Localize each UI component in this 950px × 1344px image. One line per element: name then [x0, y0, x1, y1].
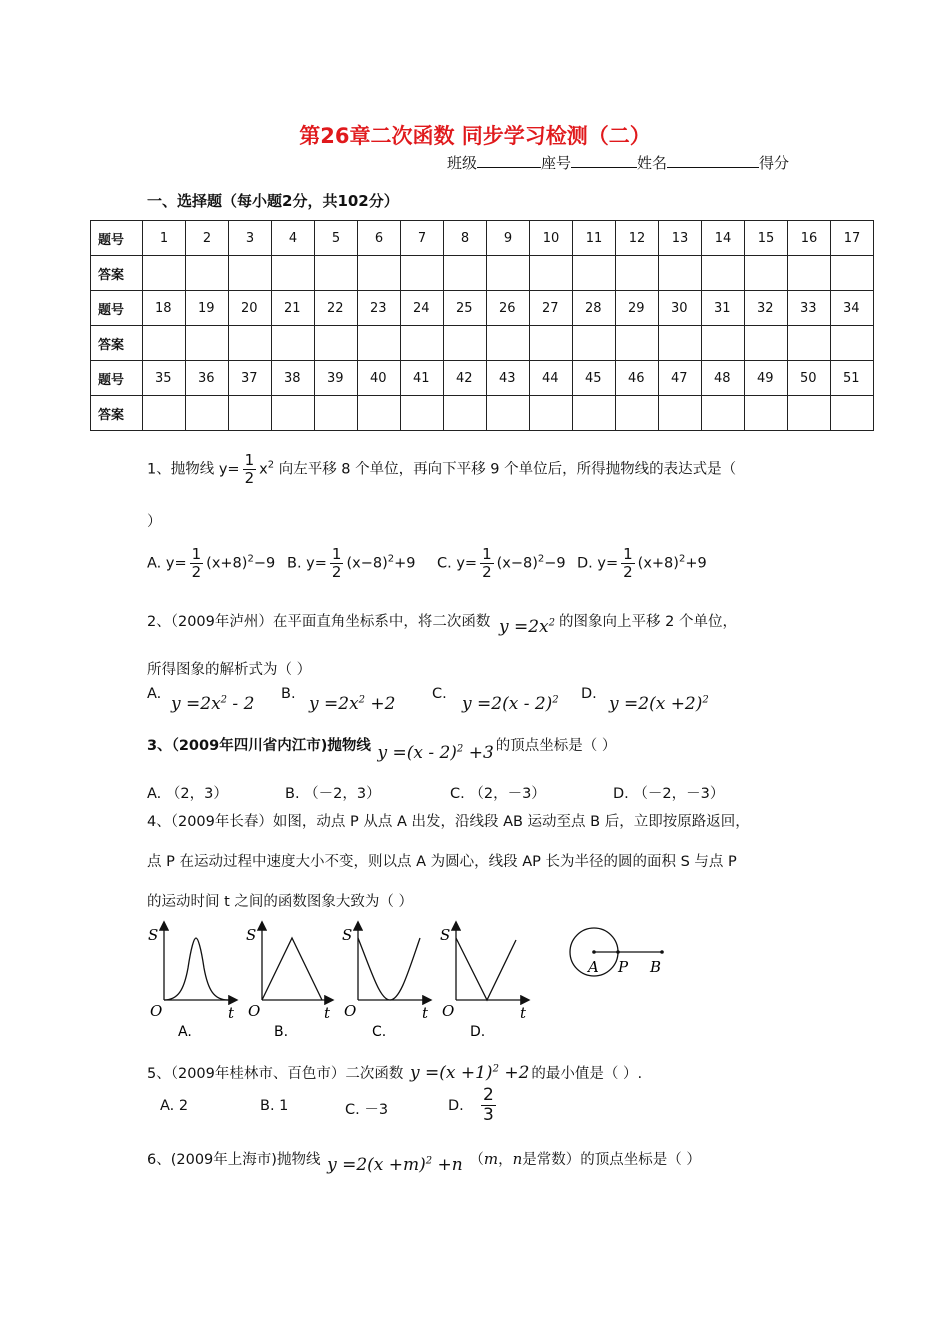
answer-cell[interactable]: [143, 256, 186, 291]
graph-option-label: B.: [274, 1024, 289, 1040]
q-label-cell: 题号: [91, 361, 143, 396]
q1-frac-den: 2: [244, 469, 255, 487]
question-number-cell: 33: [788, 291, 831, 326]
q6-m: m: [483, 1150, 499, 1168]
name-blank[interactable]: [667, 153, 759, 168]
answer-cell[interactable]: [745, 396, 788, 431]
section-heading: 一、选择题（每小题2分，共102分）: [147, 192, 399, 210]
answer-cell[interactable]: [530, 326, 573, 361]
graph-b: [246, 923, 332, 1040]
graph-option-label: A.: [178, 1024, 192, 1040]
figure-point-label: A: [588, 958, 599, 976]
question-number-cell: 13: [659, 221, 702, 256]
q6-n: n: [512, 1150, 523, 1168]
question-number-cell: 25: [444, 291, 487, 326]
answer-cell[interactable]: [831, 256, 874, 291]
answer-table: [90, 220, 874, 431]
answer-cell[interactable]: [487, 396, 530, 431]
figure-point-label: B: [650, 958, 662, 976]
q1-options: [147, 546, 827, 590]
question-number-cell: 49: [745, 361, 788, 396]
question-number-cell: 48: [702, 361, 745, 396]
question-number-cell: 36: [186, 361, 229, 396]
q2-pre: 2、（2009年泸州）在平面直角坐标系中，将二次函数: [147, 614, 491, 630]
question-number-cell: 39: [315, 361, 358, 396]
answer-cell[interactable]: [143, 396, 186, 431]
q-label-cell: 题号: [91, 291, 143, 326]
q3-opt-c: C. （2，－3）: [450, 786, 546, 802]
question-number-cell: 46: [616, 361, 659, 396]
question-number-cell: 35: [143, 361, 186, 396]
seat-blank[interactable]: [571, 153, 637, 168]
answer-cell[interactable]: [702, 396, 745, 431]
question-number-cell: 43: [487, 361, 530, 396]
q6-pre: 6、(2009年上海市)抛物线: [147, 1152, 321, 1168]
answer-cell[interactable]: [358, 326, 401, 361]
q5-options: [160, 1085, 660, 1142]
q1-prefix: 1、抛物线 y=: [147, 461, 240, 478]
answer-cell[interactable]: [487, 256, 530, 291]
origin-label: O: [248, 1002, 261, 1020]
question-number-cell: 45: [573, 361, 616, 396]
answer-cell[interactable]: [702, 326, 745, 361]
q-label-cell: 题号: [91, 221, 143, 256]
q3-opt-d: D. （－2，－3）: [613, 786, 725, 802]
question-6: 6、(2009年上海市)抛物线 $y =2(x +m)^2 +n$ （m，n是常数）的顶点坐标是（ ）: [147, 1150, 701, 1175]
curve-c: [358, 938, 420, 1000]
score-label: 得分: [759, 154, 790, 172]
question-number-cell: 10: [530, 221, 573, 256]
q2-opt-c-label: C.: [432, 686, 447, 702]
question-number-cell: 17: [831, 221, 874, 256]
q4-line2: 点 P 在运动过程中速度大小不变，则以点 A 为圆心，线段 AP 长为半径的圆的面积 S 与点 P: [147, 854, 737, 870]
answer-cell[interactable]: [143, 326, 186, 361]
question-3: [147, 734, 617, 763]
q2-formula: $y =2x^2$: [498, 617, 556, 637]
answer-cell[interactable]: [272, 256, 315, 291]
question-number-cell: 27: [530, 291, 573, 326]
q3-post: 的顶点坐标是（ ）: [495, 738, 617, 754]
question-number-cell: 3: [229, 221, 272, 256]
answer-cell[interactable]: [444, 396, 487, 431]
class-label: 班级: [447, 154, 478, 172]
question-number-cell: 6: [358, 221, 401, 256]
question-number-cell: 30: [659, 291, 702, 326]
answer-cell[interactable]: [272, 326, 315, 361]
question-number-cell: 4: [272, 221, 315, 256]
q6-post: 是常数）的顶点坐标是（ ）: [522, 1152, 701, 1168]
question-5: [147, 1062, 642, 1083]
question-number-cell: 24: [401, 291, 444, 326]
q1-sup: 2: [267, 459, 275, 471]
graph-a: [148, 923, 236, 1040]
axis-t-label: t: [228, 1004, 235, 1022]
q5-formula: $y =(x +1)^2 +2$: [410, 1063, 530, 1083]
answer-cell[interactable]: [573, 256, 616, 291]
name-label: 姓名: [637, 154, 668, 172]
answer-cell[interactable]: [659, 326, 702, 361]
question-number-cell: 37: [229, 361, 272, 396]
question-number-cell: 9: [487, 221, 530, 256]
q4-line3: 的运动时间 t 之间的函数图象大致为（ ）: [147, 894, 414, 910]
q6-formula: $y =2(x +m)^2 +n$: [327, 1155, 463, 1175]
question-number-cell: 22: [315, 291, 358, 326]
answer-cell[interactable]: [401, 396, 444, 431]
answer-cell[interactable]: [659, 256, 702, 291]
student-info: [447, 152, 789, 173]
question-number-cell: 18: [143, 291, 186, 326]
a-label-cell: 答案: [91, 396, 143, 431]
answer-cell[interactable]: [831, 326, 874, 361]
q5-opt-a: A. 2: [160, 1098, 189, 1114]
question-number-cell: 38: [272, 361, 315, 396]
answer-cell[interactable]: [315, 396, 358, 431]
curve-a: [164, 938, 228, 1000]
q1-close: ）: [147, 514, 162, 530]
answer-cell[interactable]: [229, 326, 272, 361]
answer-cell[interactable]: [186, 256, 229, 291]
question-number-cell: 14: [702, 221, 745, 256]
seat-label: 座号: [541, 154, 572, 172]
q1-var: x: [259, 461, 268, 478]
answer-cell[interactable]: [358, 396, 401, 431]
q3-formula: y =(x - 2)$^2$ +3: [377, 743, 494, 763]
question-number-cell: 26: [487, 291, 530, 326]
axis-t-label: t: [520, 1004, 527, 1022]
answer-cell[interactable]: [444, 256, 487, 291]
answer-cell[interactable]: [401, 326, 444, 361]
answer-cell[interactable]: [229, 396, 272, 431]
answer-cell[interactable]: [573, 326, 616, 361]
question-number-cell: 31: [702, 291, 745, 326]
axis-s-label: S: [148, 926, 159, 944]
circle-figure: [570, 928, 664, 976]
q5-opt-d-fraction: $\frac{2}{3}$: [483, 1085, 494, 1125]
axis-s-label: S: [440, 926, 451, 944]
q3-opt-a: A. （2，3）: [147, 786, 228, 802]
q5-opt-d: D.: [448, 1098, 464, 1114]
question-number-cell: 44: [530, 361, 573, 396]
class-blank[interactable]: [477, 153, 541, 168]
q2-opt-d-label: D.: [581, 686, 597, 702]
answer-cell[interactable]: [616, 396, 659, 431]
q3-pre: 3、（2009年四川省内江市)抛物线: [147, 738, 371, 754]
answer-cell[interactable]: [272, 396, 315, 431]
answer-cell[interactable]: [444, 326, 487, 361]
q2-opt-a-label: A.: [147, 686, 162, 702]
answer-cell[interactable]: [315, 256, 358, 291]
q1-option-c: C. y= $\frac{1}{2}$ $(x-8)^2-9$: [437, 545, 566, 581]
q3-opt-b: B. （－2，3）: [285, 786, 381, 802]
answer-cell[interactable]: [186, 326, 229, 361]
q1-frac-num: 1: [244, 451, 255, 469]
answer-cell[interactable]: [186, 396, 229, 431]
axis-s-label: S: [342, 926, 353, 944]
question-1: [147, 452, 736, 487]
question-number-cell: 21: [272, 291, 315, 326]
q2-opt-b-label: B.: [281, 686, 296, 702]
answer-cell[interactable]: [745, 326, 788, 361]
answer-cell[interactable]: [788, 396, 831, 431]
answer-cell[interactable]: [530, 256, 573, 291]
origin-label: O: [442, 1002, 455, 1020]
answer-cell[interactable]: [788, 256, 831, 291]
q2-line2: 所得图象的解析式为（ ）: [147, 662, 312, 678]
question-number-cell: 42: [444, 361, 487, 396]
axis-t-label: t: [324, 1004, 331, 1022]
graph-option-label: C.: [372, 1024, 387, 1040]
question-number-cell: 32: [745, 291, 788, 326]
answer-cell[interactable]: [616, 256, 659, 291]
q1-text: 向左平移 8 个单位，再向下平移 9 个单位后，所得抛物线的表达式是（: [274, 461, 737, 478]
answer-cell[interactable]: [487, 326, 530, 361]
answer-cell[interactable]: [229, 256, 272, 291]
q2-opt-d: $y =2(x +2)^2$: [609, 694, 709, 714]
q5-opt-b: B. 1: [260, 1098, 289, 1114]
a-label-cell: 答案: [91, 326, 143, 361]
question-number-cell: 41: [401, 361, 444, 396]
question-number-cell: 23: [358, 291, 401, 326]
page-title: 第26章二次函数 同步学习检测（二）: [299, 124, 651, 148]
answer-cell[interactable]: [745, 256, 788, 291]
q1-option-d: D. y= $\frac{1}{2}$ $(x+8)^2+9$: [577, 545, 707, 581]
question-number-cell: 47: [659, 361, 702, 396]
question-number-cell: 29: [616, 291, 659, 326]
a-label-cell: 答案: [91, 256, 143, 291]
answer-cell[interactable]: [530, 396, 573, 431]
question-number-cell: 12: [616, 221, 659, 256]
q1-option-a: A. y= $\frac{1}{2}$ $(x+8)^2-9$: [147, 545, 276, 581]
answer-cell[interactable]: [573, 396, 616, 431]
q2-opt-c: y =2(x - 2)$^2$: [462, 694, 559, 714]
curve-b: [262, 938, 322, 1000]
answer-cell[interactable]: [831, 396, 874, 431]
question-number-cell: 51: [831, 361, 874, 396]
graph-option-label: D.: [470, 1024, 486, 1040]
question-number-cell: 50: [788, 361, 831, 396]
question-2: [147, 610, 737, 637]
origin-label: O: [344, 1002, 357, 1020]
answer-cell[interactable]: [358, 256, 401, 291]
answer-cell[interactable]: [616, 326, 659, 361]
q4-graphs: [140, 918, 700, 1043]
question-number-cell: 16: [788, 221, 831, 256]
q1-fraction: [243, 452, 257, 487]
question-number-cell: 34: [831, 291, 874, 326]
q5-post: 的最小值是（ ）.: [531, 1066, 643, 1082]
question-number-cell: 1: [143, 221, 186, 256]
q2-opt-b: $y =2x^2 +2$: [309, 694, 396, 714]
q4-line1: 4、（2009年长春）如图，动点 P 从点 A 出发，沿线段 AB 运动至点 B 后，立即按原路返回，: [147, 814, 750, 830]
figure-point-label: P: [618, 958, 629, 976]
answer-cell[interactable]: [315, 326, 358, 361]
question-number-cell: 19: [186, 291, 229, 326]
q2-opt-a: $y =2x^2 - 2$: [171, 694, 255, 714]
answer-cell[interactable]: [788, 326, 831, 361]
question-number-cell: 5: [315, 221, 358, 256]
question-number-cell: 2: [186, 221, 229, 256]
axis-s-label: S: [246, 926, 257, 944]
question-number-cell: 40: [358, 361, 401, 396]
question-number-cell: 11: [573, 221, 616, 256]
answer-cell[interactable]: [401, 256, 444, 291]
answer-cell[interactable]: [702, 256, 745, 291]
answer-cell[interactable]: [659, 396, 702, 431]
q1-option-b: B. y= $\frac{1}{2}$ $(x-8)^2+9$: [287, 545, 416, 581]
q5-pre: 5、（2009年桂林市、百色市）二次函数: [147, 1066, 404, 1082]
q5-opt-c: C. －3: [345, 1102, 389, 1118]
graph-c: [342, 923, 430, 1040]
question-number-cell: 7: [401, 221, 444, 256]
q2-post: 的图象向上平移 2 个单位，: [559, 614, 737, 630]
curve-d: [456, 938, 516, 1000]
question-number-cell: 8: [444, 221, 487, 256]
graph-d: [440, 923, 528, 1040]
question-number-cell: 20: [229, 291, 272, 326]
axis-t-label: t: [422, 1004, 429, 1022]
origin-label: O: [150, 1002, 163, 1020]
question-number-cell: 15: [745, 221, 788, 256]
question-number-cell: 28: [573, 291, 616, 326]
